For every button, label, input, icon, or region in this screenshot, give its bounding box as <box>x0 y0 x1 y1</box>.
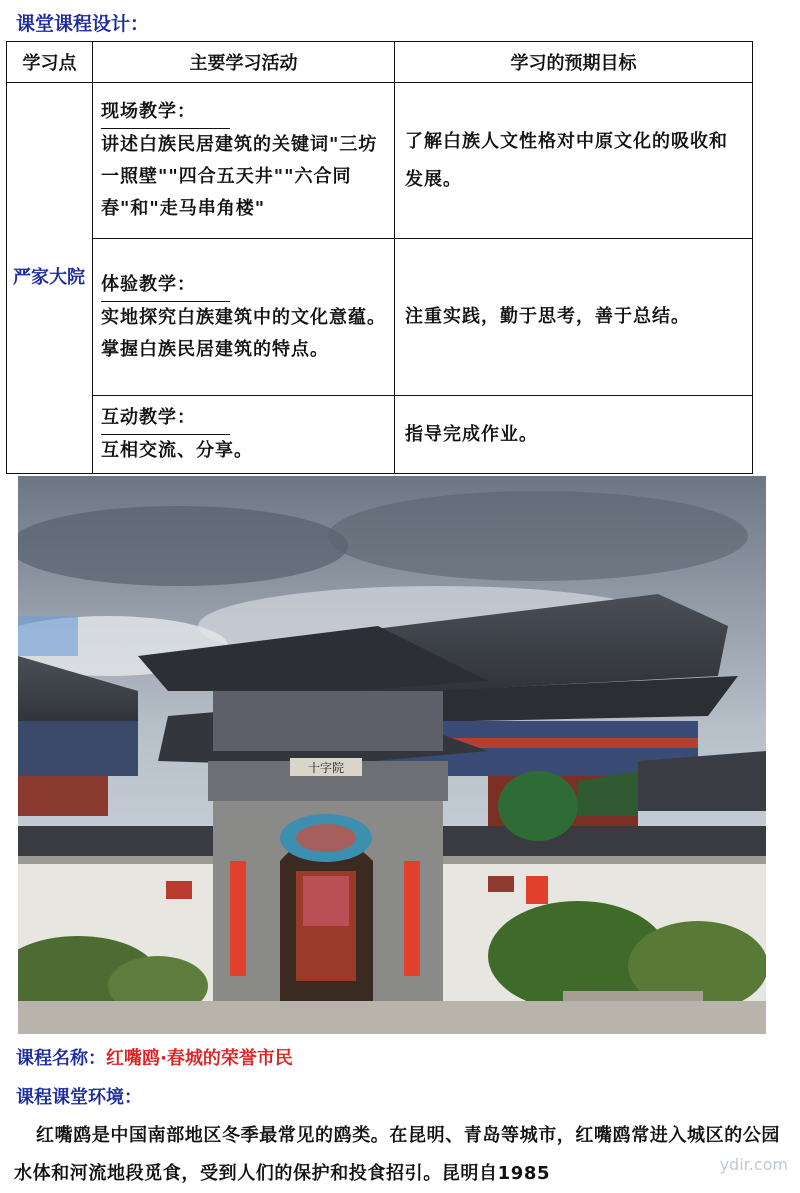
course-name-value: 红嘴鸥·春城的荣誉市民 <box>106 1048 293 1069</box>
section-heading: 课堂课程设计： <box>16 13 150 35</box>
teaching-mode-label: 互动教学： <box>101 402 230 435</box>
header-learning-point: 学习点 <box>7 42 93 83</box>
environment-heading: 课程课堂环境： <box>16 1087 142 1108</box>
header-expected-goals: 学习的预期目标 <box>395 42 753 83</box>
environment-paragraph: 红嘴鸥是中国南部地区冬季最常见的鸥类。在昆明、青岛等城市，红嘴鸥常进入城区的公园水体和河流地段觅食，受到人们的保护和投食招引。昆明自1985 <box>14 1125 780 1184</box>
learning-point-cell <box>7 83 93 474</box>
table-row <box>7 396 753 474</box>
gate-plaque: 十字院 <box>307 761 345 775</box>
header-main-activities: 主要学习活动 <box>93 42 395 83</box>
goal-cell: 指导完成作业。 <box>395 396 753 474</box>
table-row <box>7 83 753 239</box>
activity-text: 互相交流、分享。 <box>101 440 253 461</box>
bai-house-gate-photo <box>18 476 766 1034</box>
goal-cell: 了解白族人文性格对中原文化的吸收和发展。 <box>395 83 753 239</box>
activity-cell <box>93 83 395 239</box>
table-row <box>7 239 753 396</box>
activity-text: 讲述白族民居建筑的关键词"三坊一照壁""四合五天井""六合同春"和"走马串角楼" <box>101 134 378 219</box>
activity-text: 实地探究白族建筑中的文化意蕴。掌握白族民居建筑的特点。 <box>101 306 386 360</box>
learning-point-text: 严家大院 <box>13 267 85 288</box>
goal-cell: 注重实践，勤于思考，善于总结。 <box>395 239 753 396</box>
watermark: ydir.com <box>719 1155 788 1174</box>
table-header-row <box>7 42 753 83</box>
activity-cell <box>93 396 395 474</box>
course-name-line <box>16 1044 293 1070</box>
teaching-mode-label: 现场教学： <box>101 96 230 129</box>
activity-cell <box>93 239 395 396</box>
lesson-design-table <box>6 41 753 474</box>
course-name-label: 课程名称： <box>16 1048 106 1069</box>
teaching-mode-label: 体验教学： <box>101 269 230 302</box>
